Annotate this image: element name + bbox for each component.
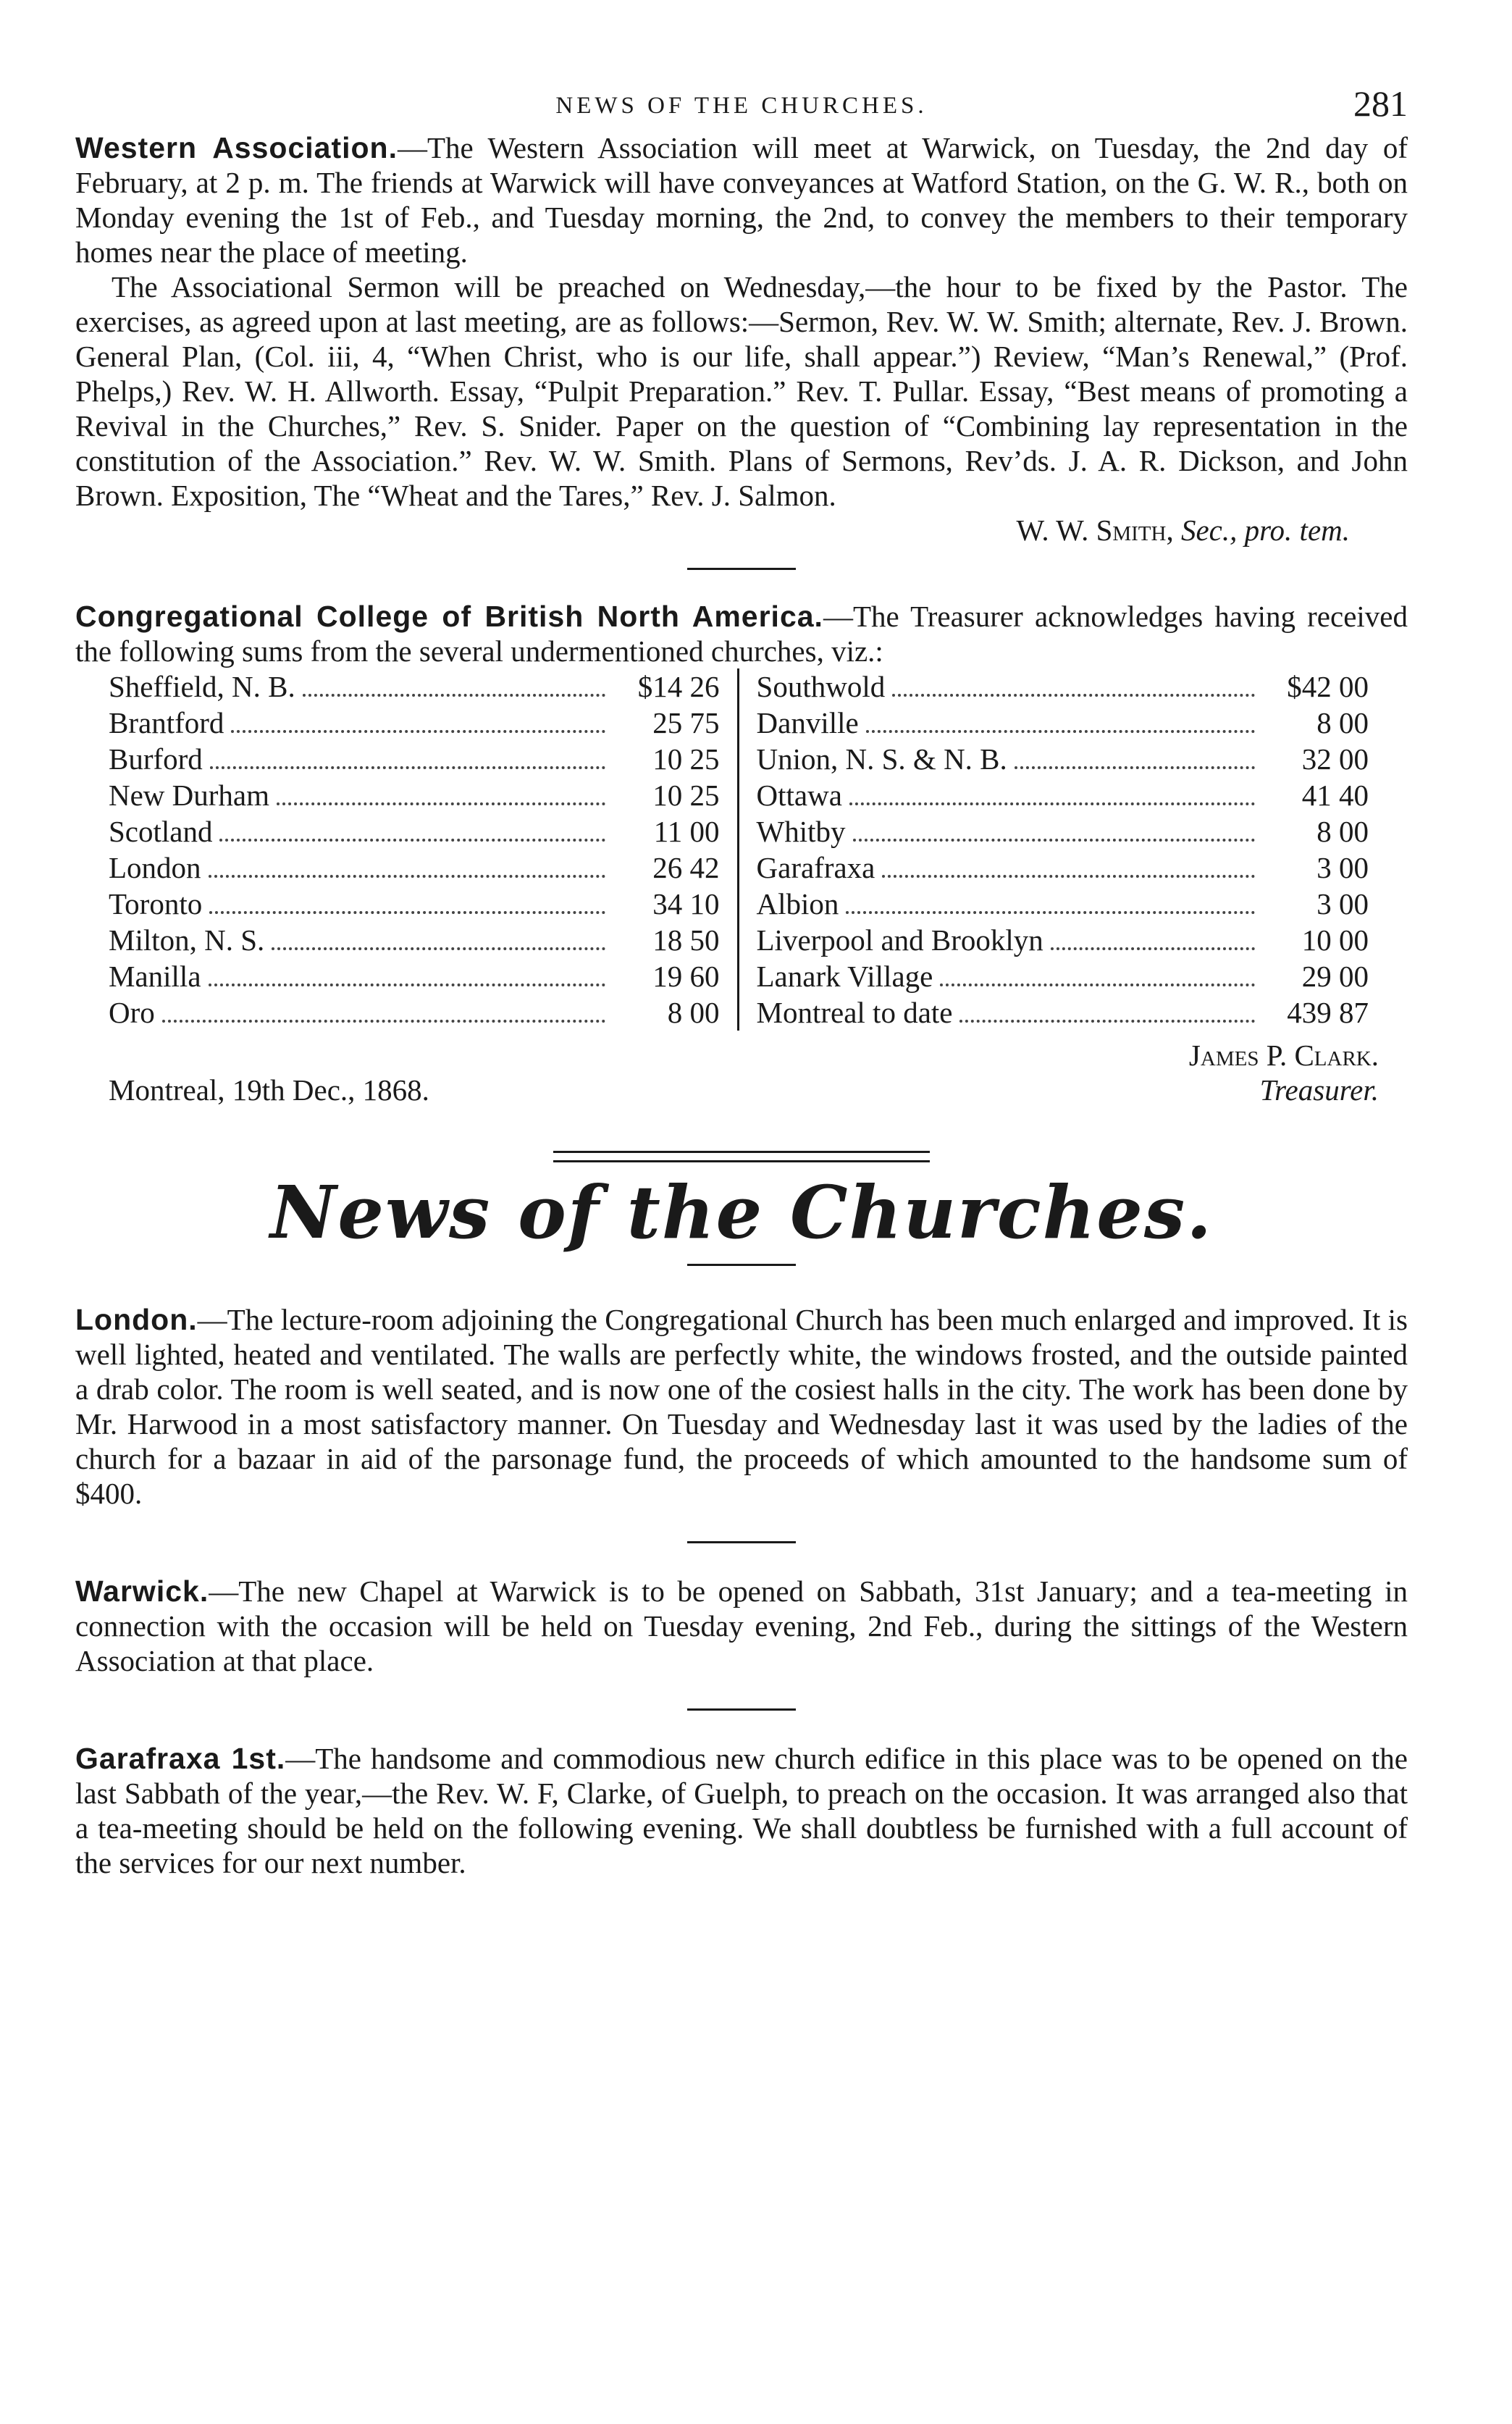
church-name: Scotland [109,815,213,848]
church-name: Whitby [756,815,846,848]
right-church-cell [738,813,1260,850]
college-intro-paragraph [75,599,1408,668]
church-name: Albion [756,887,839,920]
college-footer-date-row [75,1073,1408,1107]
garafraxa-text: —The handsome and commodious new church edifice in this place was to be opened on the last Sabbath of the year,—the Rev. W. F, Clarke, of Guelph, to preach on the occasion. It was arranged also that a tea-meeting should be held on the following evening. We shall doubtless be furnished with a full account of the services for our next number. [75,1742,1408,1879]
table-row [109,777,1369,813]
college-section [75,599,1408,1107]
dot-leader [853,839,1255,842]
college-signer: James P. Clark. [1188,1039,1379,1072]
section-divider [687,568,796,570]
dot-leader [303,694,605,697]
table-row [109,958,1369,994]
dot-leader [210,766,605,769]
table-row [109,741,1369,777]
church-name: Ottawa [756,779,842,812]
contributions-table [109,668,1369,1031]
table-row [109,994,1369,1031]
section-divider-2 [687,1541,796,1543]
london-paragraph [75,1302,1408,1511]
left-church-cell [109,741,611,777]
left-church-cell [109,922,611,958]
warwick-paragraph [75,1574,1408,1678]
amount-cell: 34 10 [652,887,720,920]
amount-cell: 32 00 [1301,742,1369,776]
amount-cell: 3 00 [1316,887,1369,920]
church-name: Union, N. S. & N. B. [756,742,1007,776]
amount-cell: 29 00 [1301,960,1369,993]
dot-leader [162,1020,605,1023]
dot-leader [846,911,1254,914]
amount-cell: 19 60 [652,960,720,993]
left-church-cell [109,958,611,994]
warwick-text: —The new Chapel at Warwick is to be opened on Sabbath, 31st January; and a tea-meeting in connection with the occasion will be held on Tuesday evening, 2nd Feb., during the sittings of the Western Association at that place. [75,1574,1408,1677]
amount-cell: 3 00 [1316,851,1369,884]
right-church-cell [738,705,1260,741]
dot-leader [209,875,606,878]
page [75,80,1408,1880]
right-church-cell [738,741,1260,777]
right-church-cell [738,777,1260,813]
church-name: Toronto [109,887,203,920]
church-name: Danville [756,706,859,739]
dot-leader [231,730,605,733]
garafraxa-section [75,1741,1408,1880]
left-church-cell [109,886,611,922]
table-row [109,850,1369,886]
western-signature-title: Sec., pro. tem. [1180,513,1350,547]
amount-cell: 25 75 [652,706,720,739]
table-row [109,705,1369,741]
church-name: Burford [109,742,203,776]
right-church-cell [738,886,1260,922]
church-name: Liverpool and Brooklyn [756,923,1043,957]
college-footer-signer-row [75,1038,1408,1073]
section-divider-3 [687,1708,796,1711]
amount-cell: 8 00 [667,996,720,1029]
table-row [109,922,1369,958]
church-name: Manilla [109,960,201,993]
left-church-cell [109,777,611,813]
college-intro: —The Treasurer acknowledges having received the following sums from the several undermentioned churches, viz.: [75,600,1408,668]
running-title: NEWS OF THE CHURCHES. [555,93,928,119]
dot-leader [1051,947,1255,950]
amount-cell: 8 00 [1316,706,1369,739]
right-church-cell [738,850,1260,886]
right-church-cell [738,994,1260,1031]
warwick-heading: Warwick. [75,1574,209,1608]
amount-cell: 41 40 [1301,779,1369,812]
church-name: Lanark Village [756,960,933,993]
western-signature-name: W. W. Smith, [1016,513,1174,547]
amount-cell: 26 42 [652,851,720,884]
right-church-cell [738,958,1260,994]
running-header [75,80,1408,130]
table-row [109,813,1369,850]
left-church-cell [109,850,611,886]
dot-leader [849,802,1255,805]
dot-leader [892,694,1254,697]
amount-cell: $42 00 [1287,670,1369,703]
page-number: 281 [1353,83,1408,124]
dot-leader [940,984,1254,986]
church-name: London [109,851,201,884]
western-text-1: —The Western Association will meet at Warwick, on Tuesday, the 2nd day of February, at 2 p. m. The friends at Warwick will have conveyances at Watford Station, on the G. W. R., both on Monday evening the 1st of Feb., and Tuesday morning, the 2nd, to convey the members to their temporary homes near the place of meeting. [75,131,1408,269]
western-paragraph-2: The Associational Sermon will be preached on Wednesday,—the hour to be fixed by the Pastor. The exercises, as agreed upon at last meeting, are as follows:—Sermon, Rev. W. W. Smith; alternate, Rev. J. Brown. General Plan, (Col. iii, 4, “When Christ, who is our life, shall appear.”) Review, “Man’s Renewal,” (Prof. Phelps,) Rev. W. H. Allworth. Essay, “Pulpit Preparation.” Rev. T. Pullar. Essay, “Best means of promoting a Revival in the Churches,” Rev. S. Snider. Paper on the question of “Combining lay representation in the constitution of the Association.” Rev. W. W. Smith. Plans of Sermons, Rev’ds. J. A. R. Dickson, and John Brown. Exposition, The “Wheat and the Tares,” Rev. J. Salmon. [75,270,1408,512]
amount-cell: 10 25 [652,742,720,776]
church-name: Montreal to date [756,996,953,1029]
london-text: —The lecture-room adjoining the Congregational Church has been much enlarged and improved. It is well lighted, heated and ventilated. The walls are perfectly white, the windows frosted, and the outside painted a drab color. The room is well seated, and is now one of the cosiest halls in the city. The work has been done by Mr. Harwood in a most satisfactory manner. On Tuesday and Wednesday last it was used by the ladies of the church for a bazaar in aid of the parsonage fund, the proceeds of which amounted to the handsome sum of $400. [75,1303,1408,1510]
dot-leader [219,839,605,842]
news-title: News of the Churches. [269,1170,1214,1255]
church-name: Brantford [109,706,224,739]
table-row [109,886,1369,922]
church-name: New Durham [109,779,270,812]
college-heading: Congregational College of British North America. [75,600,823,633]
right-church-cell [738,922,1260,958]
left-church-cell [109,705,611,741]
dot-leader [209,984,606,986]
western-signature [75,513,1408,548]
church-name: Sheffield, N. B. [109,670,295,703]
church-name: Garafraxa [756,851,875,884]
garafraxa-paragraph [75,1741,1408,1880]
amount-cell: 10 25 [652,779,720,812]
church-name: Oro [109,996,155,1029]
western-paragraph-1 [75,130,1408,269]
garafraxa-heading: Garafraxa 1st. [75,1742,286,1775]
church-name: Milton, N. S. [109,923,265,957]
amount-cell: $14 26 [637,670,720,703]
amount-cell: 8 00 [1316,815,1369,848]
dot-leader [209,911,605,914]
left-church-cell [109,994,611,1031]
table-row [109,668,1369,705]
dot-leader [959,1020,1254,1023]
amount-cell: 10 00 [1301,923,1369,957]
college-signer-title: Treasurer. [1259,1073,1379,1107]
amount-cell: 11 00 [653,815,720,848]
london-section [75,1302,1408,1511]
title-underline [687,1264,796,1266]
amount-cell: 18 50 [652,923,720,957]
dot-leader [272,947,605,950]
dot-leader [882,875,1254,878]
dot-leader [866,730,1255,733]
warwick-section [75,1574,1408,1678]
college-date-line: Montreal, 19th Dec., 1868. [109,1073,429,1107]
left-church-cell [109,813,611,850]
amount-cell: 439 87 [1287,996,1369,1029]
dot-leader [1015,766,1255,769]
right-church-cell [738,668,1260,705]
western-heading: Western Association. [75,131,398,164]
double-rule [553,1151,930,1162]
london-heading: London. [75,1303,198,1336]
western-association-section [75,130,1408,548]
dot-leader [277,802,605,805]
left-church-cell [109,668,611,705]
church-name: Southwold [756,670,886,703]
